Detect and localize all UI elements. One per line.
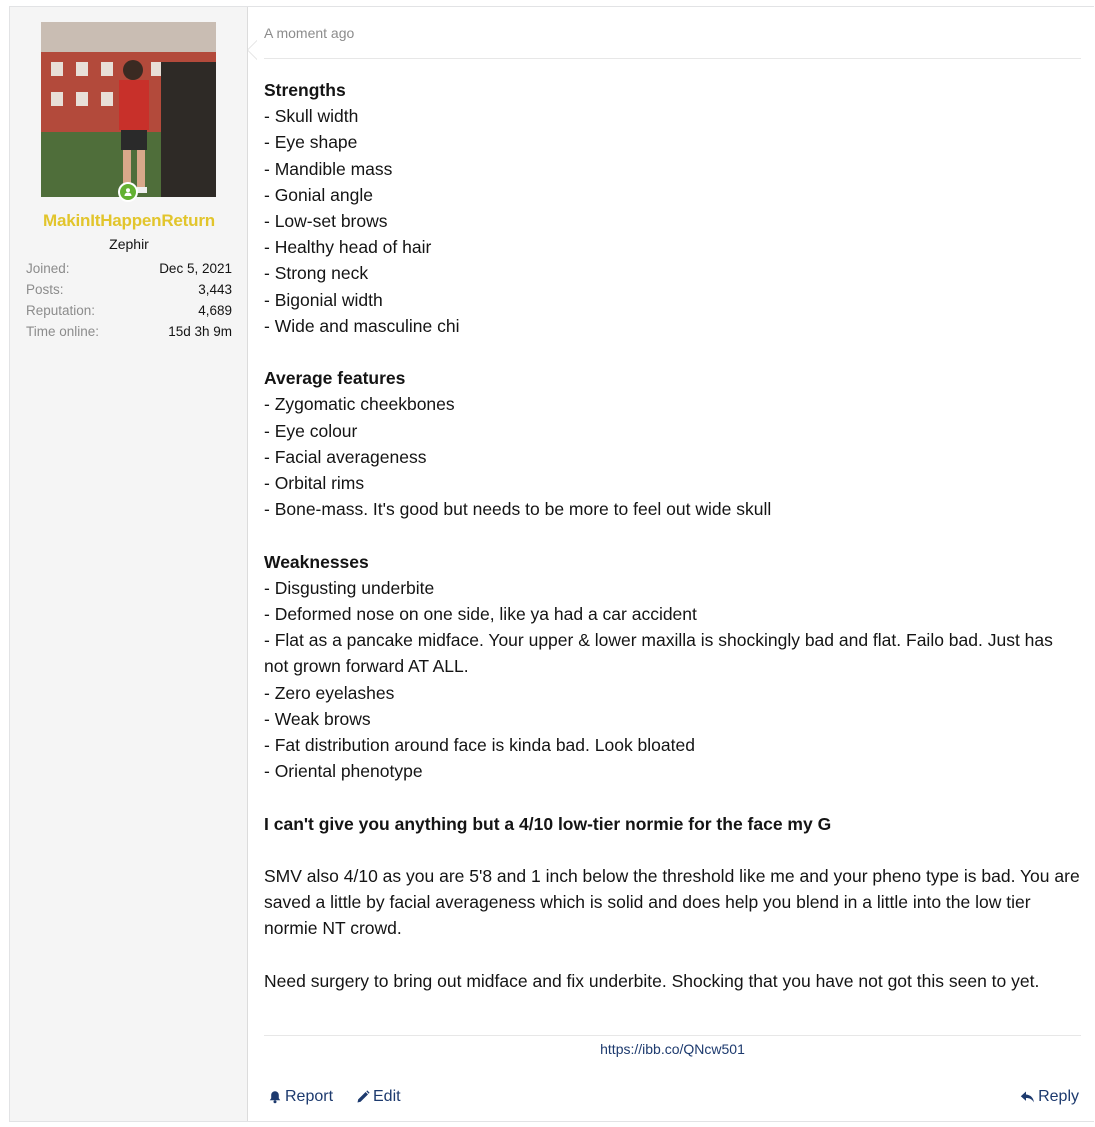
- online-status-icon: [123, 187, 133, 197]
- user-title: Zephir: [109, 236, 149, 252]
- stat-label: Posts:: [26, 282, 64, 297]
- stat-label: Reputation:: [26, 303, 96, 318]
- stat-time-online: [26, 324, 232, 345]
- list-item: - Eye shape: [264, 132, 358, 153]
- stat-joined: [26, 261, 232, 282]
- list-item: - Disgusting underbite: [264, 577, 435, 598]
- user-stats: [26, 261, 232, 345]
- list-item: - Skull width: [264, 106, 359, 127]
- stat-value: Dec 5, 2021: [159, 261, 232, 276]
- stat-reputation: [26, 303, 232, 324]
- list-item: - Strong neck: [264, 263, 369, 284]
- edit-button[interactable]: [356, 1088, 401, 1106]
- list-item: - Facial averageness: [264, 446, 427, 467]
- list-item: - Eye colour: [264, 420, 358, 441]
- edit-label: Edit: [373, 1088, 401, 1105]
- list-item: - Low-set brows: [264, 211, 388, 232]
- list-item: - Weak brows: [264, 708, 371, 729]
- stat-value: 4,689: [198, 303, 232, 318]
- stat-value: 15d 3h 9m: [168, 324, 232, 339]
- reply-button[interactable]: [1020, 1088, 1079, 1106]
- list-item: - Fat distribution around face is kinda bad. Look bloated: [264, 735, 695, 756]
- weaknesses-heading: Weaknesses: [264, 551, 369, 572]
- post-container: [9, 6, 1094, 1122]
- post-main: [264, 7, 1081, 1121]
- list-item: - Mandible mass: [264, 158, 393, 179]
- list-item: - Bigonial width: [264, 289, 383, 310]
- report-button[interactable]: [268, 1088, 333, 1106]
- list-item: - Healthy head of hair: [264, 237, 432, 258]
- list-item: - Flat as a pancake midface. Your upper & lower maxilla is shockingly bad and flat. Failo bad. Just has not grown forward AT ALL.: [264, 630, 1053, 677]
- stat-posts: [26, 282, 232, 303]
- bell-icon: [268, 1090, 282, 1104]
- average-heading: Average features: [264, 368, 406, 389]
- user-sidebar: [10, 7, 248, 1121]
- list-item: - Gonial angle: [264, 184, 373, 205]
- surgery-paragraph: Need surgery to bring out midface and fix underbite. Shocking that you have not got this seen to yet.: [264, 970, 1040, 991]
- smv-paragraph: SMV also 4/10 as you are 5'8 and 1 inch below the threshold like me and your pheno type is bad. You are saved a little by facial averageness which is solid and does help you blend in a little into the low tier normie NT crowd.: [264, 866, 1080, 939]
- list-item: - Wide and masculine chi: [264, 315, 460, 336]
- avatar-image: [41, 22, 216, 197]
- list-item: - Zero eyelashes: [264, 682, 395, 703]
- list-item: - Oriental phenotype: [264, 761, 423, 782]
- username-link[interactable]: MakinItHappenReturn: [43, 211, 215, 230]
- strengths-heading: Strengths: [264, 80, 346, 100]
- stat-label: Time online:: [26, 324, 100, 339]
- signature: [264, 1041, 1081, 1057]
- list-item: - Orbital rims: [264, 473, 365, 494]
- signature-link[interactable]: https://ibb.co/QNcw501: [600, 1041, 745, 1057]
- stat-value: 3,443: [198, 282, 232, 297]
- list-item: - Zygomatic cheekbones: [264, 394, 455, 415]
- speech-arrow: [247, 40, 257, 60]
- post-body: [264, 77, 1081, 994]
- signature-divider: [264, 1035, 1081, 1036]
- post-timestamp[interactable]: A moment ago: [264, 25, 355, 41]
- online-status-indicator: [118, 182, 138, 202]
- list-item: - Deformed nose on one side, like ya had a car accident: [264, 604, 697, 625]
- list-item: - Bone-mass. It's good but needs to be more to feel out wide skull: [264, 499, 772, 520]
- stat-label: Joined:: [26, 261, 70, 276]
- avatar[interactable]: [41, 22, 216, 197]
- report-label: Report: [285, 1088, 334, 1105]
- reply-icon: [1020, 1090, 1035, 1104]
- pencil-icon: [356, 1090, 370, 1104]
- reply-label: Reply: [1038, 1088, 1079, 1105]
- divider: [264, 58, 1081, 59]
- verdict-text: I can't give you anything but a 4/10 low-tier normie for the face my G: [264, 813, 832, 834]
